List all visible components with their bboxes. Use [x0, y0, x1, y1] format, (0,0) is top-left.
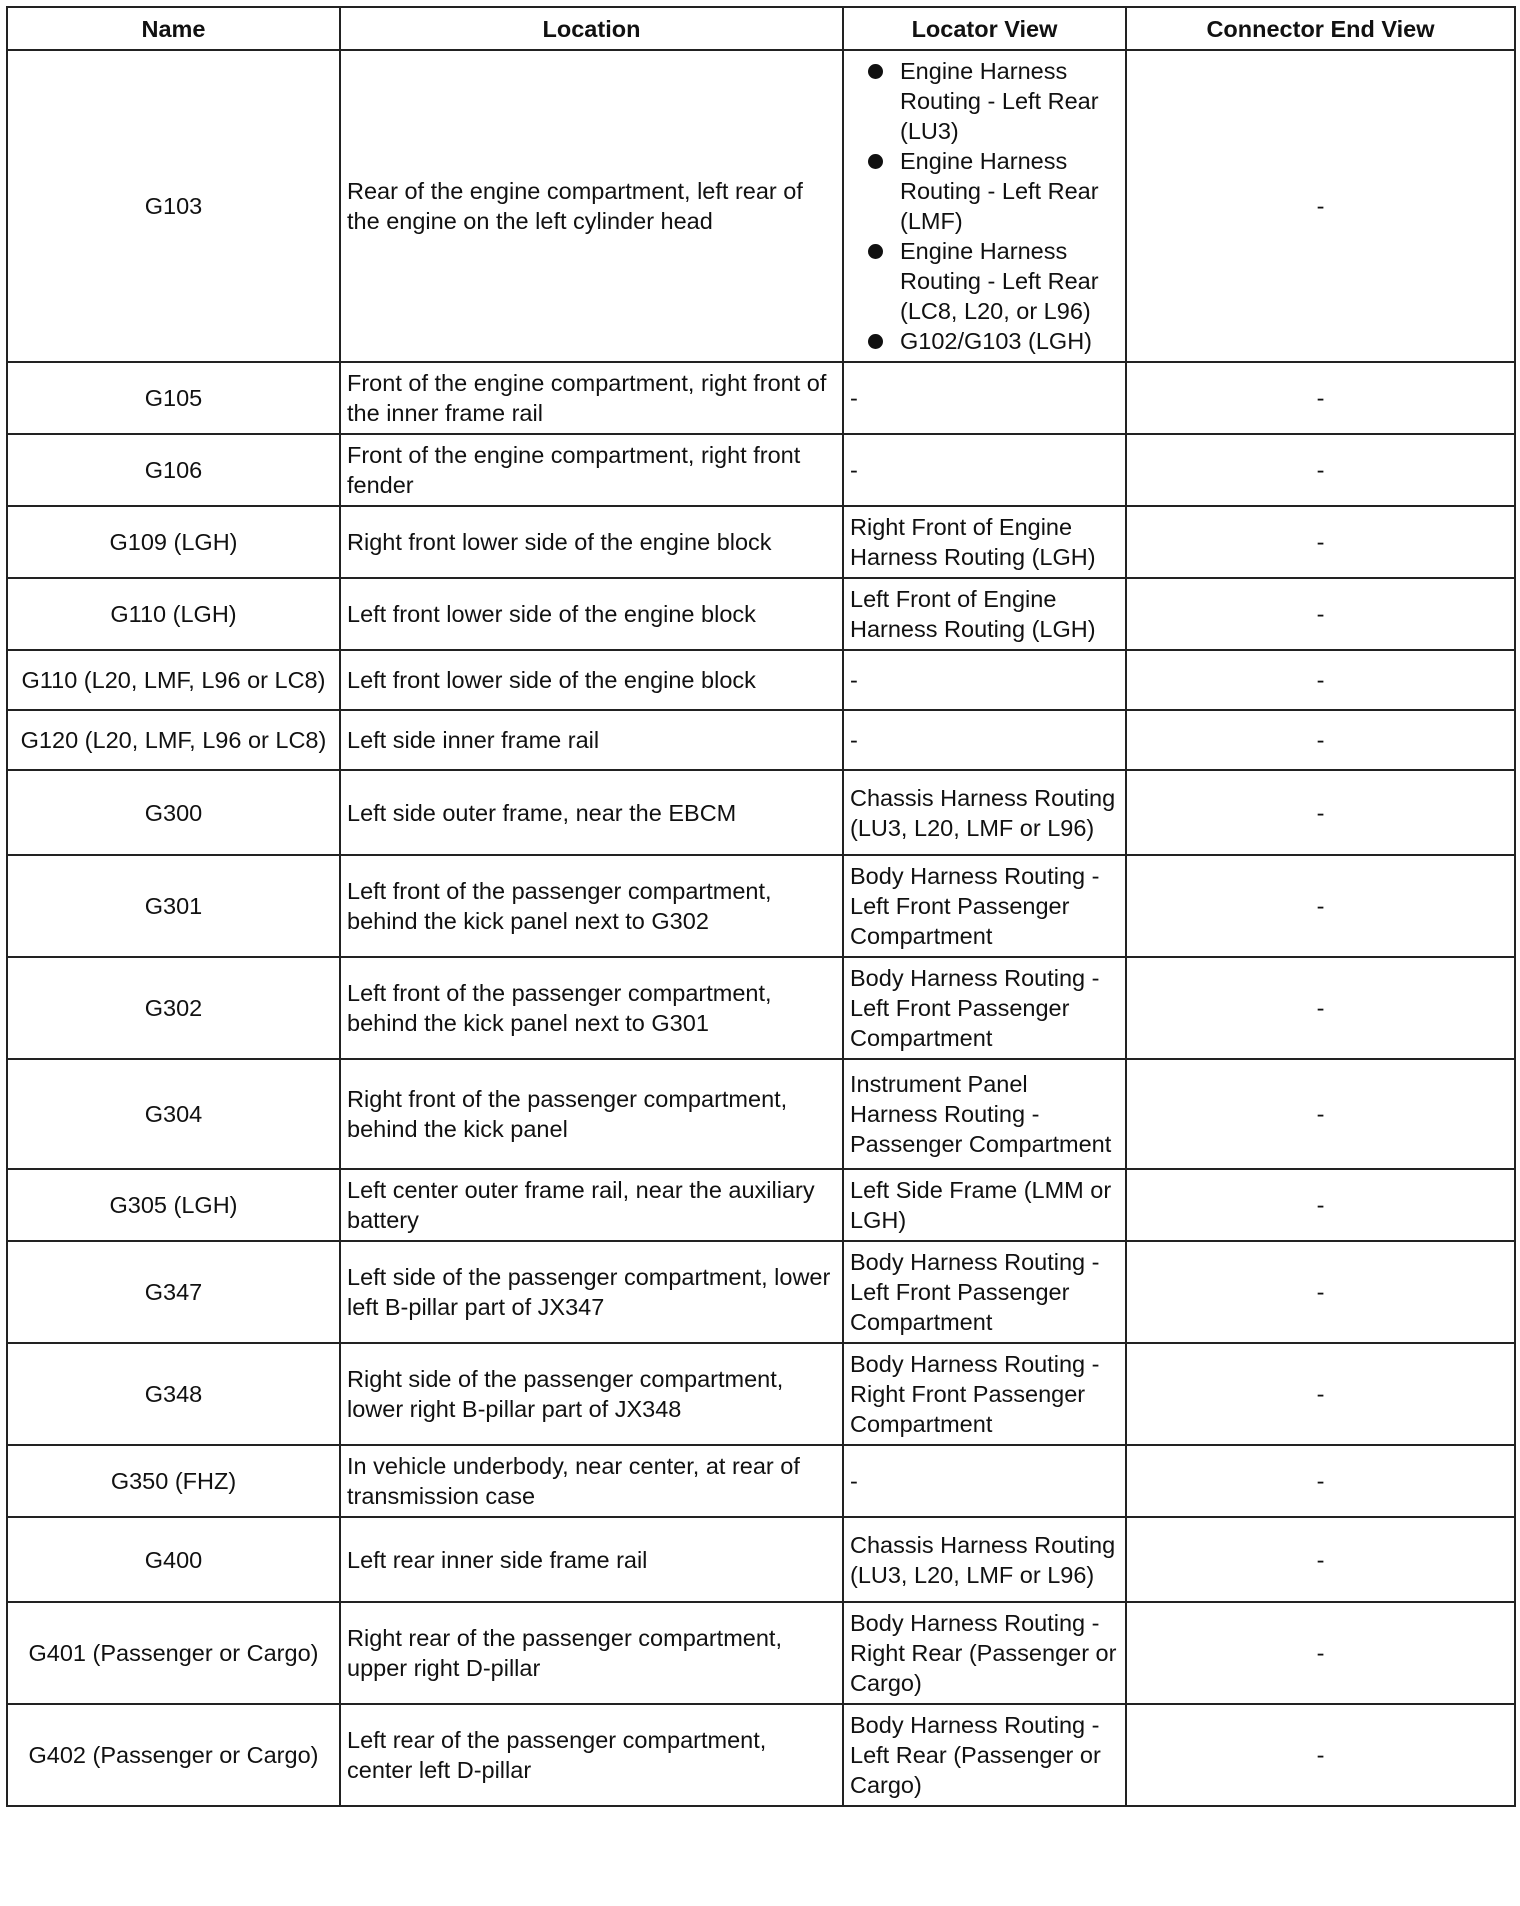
- cell-connector-end-view: -: [1126, 1169, 1515, 1241]
- cell-location: Left front of the passenger compartment, behind the kick panel next to G301: [340, 957, 843, 1059]
- cell-location: Left front lower side of the engine block: [340, 578, 843, 650]
- table-row: [7, 855, 1515, 957]
- cell-locator-view: Body Harness Routing - Left Front Passenger Compartment: [843, 957, 1126, 1059]
- cell-locator-view: -: [843, 362, 1126, 434]
- cell-name: G347: [7, 1241, 340, 1343]
- cell-name: G110 (L20, LMF, L96 or LC8): [7, 650, 340, 710]
- cell-connector-end-view: -: [1126, 1445, 1515, 1517]
- cell-location: Left front of the passenger compartment, behind the kick panel next to G302: [340, 855, 843, 957]
- locator-view-list: [850, 56, 1119, 356]
- cell-location: Left rear of the passenger compartment, center left D-pillar: [340, 1704, 843, 1806]
- cell-location: In vehicle underbody, near center, at rear of transmission case: [340, 1445, 843, 1517]
- cell-location: Right front lower side of the engine block: [340, 506, 843, 578]
- cell-name: G400: [7, 1517, 340, 1602]
- header-location: Location: [340, 7, 843, 50]
- ground-locations-table: [6, 6, 1516, 1807]
- cell-locator-view: -: [843, 434, 1126, 506]
- cell-connector-end-view: -: [1126, 1241, 1515, 1343]
- cell-locator-view: Body Harness Routing - Left Rear (Passenger or Cargo): [843, 1704, 1126, 1806]
- cell-connector-end-view: -: [1126, 1704, 1515, 1806]
- cell-location: Front of the engine compartment, right front fender: [340, 434, 843, 506]
- table-row: [7, 1059, 1515, 1169]
- table-row: [7, 957, 1515, 1059]
- cell-name: G350 (FHZ): [7, 1445, 340, 1517]
- table-row: [7, 506, 1515, 578]
- cell-location: Left side of the passenger compartment, lower left B-pillar part of JX347: [340, 1241, 843, 1343]
- cell-name: G110 (LGH): [7, 578, 340, 650]
- cell-locator-view: Chassis Harness Routing (LU3, L20, LMF or L96): [843, 1517, 1126, 1602]
- cell-locator-view: Instrument Panel Harness Routing - Passenger Compartment: [843, 1059, 1126, 1169]
- cell-locator-view: -: [843, 710, 1126, 770]
- bullet-icon: [868, 154, 883, 169]
- cell-connector-end-view: -: [1126, 770, 1515, 855]
- bullet-icon: [868, 64, 883, 79]
- cell-locator-view: Right Front of Engine Harness Routing (LGH): [843, 506, 1126, 578]
- table-row: [7, 1445, 1515, 1517]
- cell-name: G106: [7, 434, 340, 506]
- cell-locator-view: Body Harness Routing - Left Front Passenger Compartment: [843, 855, 1126, 957]
- table-row: [7, 1517, 1515, 1602]
- table-row: [7, 710, 1515, 770]
- cell-connector-end-view: -: [1126, 362, 1515, 434]
- locator-view-link: Engine Harness Routing - Left Rear (LC8, L20, or L96): [900, 238, 1099, 324]
- table-row: [7, 1704, 1515, 1806]
- cell-name: G401 (Passenger or Cargo): [7, 1602, 340, 1704]
- cell-locator-view: -: [843, 650, 1126, 710]
- table-row: [7, 362, 1515, 434]
- cell-name: G103: [7, 50, 340, 362]
- table-header: [7, 7, 1515, 50]
- cell-connector-end-view: -: [1126, 650, 1515, 710]
- cell-connector-end-view: -: [1126, 578, 1515, 650]
- cell-location: Left front lower side of the engine block: [340, 650, 843, 710]
- cell-location: Front of the engine compartment, right front of the inner frame rail: [340, 362, 843, 434]
- cell-location: Right front of the passenger compartment, behind the kick panel: [340, 1059, 843, 1169]
- cell-connector-end-view: -: [1126, 1343, 1515, 1445]
- cell-locator-view: Chassis Harness Routing (LU3, L20, LMF or L96): [843, 770, 1126, 855]
- cell-name: G402 (Passenger or Cargo): [7, 1704, 340, 1806]
- ground-locations-table-container: [6, 6, 1514, 1807]
- table-row: [7, 1169, 1515, 1241]
- cell-name: G348: [7, 1343, 340, 1445]
- cell-locator-view: Body Harness Routing - Right Rear (Passenger or Cargo): [843, 1602, 1126, 1704]
- cell-name: G304: [7, 1059, 340, 1169]
- table-row: [7, 1343, 1515, 1445]
- cell-locator-view: [843, 50, 1126, 362]
- locator-view-list-item: [850, 236, 1119, 326]
- cell-connector-end-view: -: [1126, 855, 1515, 957]
- cell-locator-view: Body Harness Routing - Left Front Passenger Compartment: [843, 1241, 1126, 1343]
- cell-connector-end-view: -: [1126, 1517, 1515, 1602]
- header-locator-view: Locator View: [843, 7, 1126, 50]
- cell-location: Right rear of the passenger compartment, upper right D-pillar: [340, 1602, 843, 1704]
- header-name: Name: [7, 7, 340, 50]
- locator-view-list-item: [850, 326, 1119, 356]
- table-row: [7, 650, 1515, 710]
- cell-location: Left center outer frame rail, near the auxiliary battery: [340, 1169, 843, 1241]
- bullet-icon: [868, 244, 883, 259]
- cell-connector-end-view: -: [1126, 1059, 1515, 1169]
- cell-connector-end-view: -: [1126, 50, 1515, 362]
- cell-name: G305 (LGH): [7, 1169, 340, 1241]
- cell-connector-end-view: -: [1126, 957, 1515, 1059]
- locator-view-list-item: [850, 56, 1119, 146]
- cell-location: Rear of the engine compartment, left rear of the engine on the left cylinder head: [340, 50, 843, 362]
- cell-connector-end-view: -: [1126, 1602, 1515, 1704]
- cell-name: G301: [7, 855, 340, 957]
- table-row: [7, 434, 1515, 506]
- locator-view-list-item: [850, 146, 1119, 236]
- cell-locator-view: Body Harness Routing - Right Front Passenger Compartment: [843, 1343, 1126, 1445]
- table-row: [7, 1602, 1515, 1704]
- cell-name: G300: [7, 770, 340, 855]
- header-connector-end-view: Connector End View: [1126, 7, 1515, 50]
- cell-location: Left side outer frame, near the EBCM: [340, 770, 843, 855]
- table-row: [7, 578, 1515, 650]
- cell-location: Right side of the passenger compartment, lower right B-pillar part of JX348: [340, 1343, 843, 1445]
- cell-name: G109 (LGH): [7, 506, 340, 578]
- locator-view-link: G102/G103 (LGH): [900, 328, 1093, 354]
- cell-locator-view: -: [843, 1445, 1126, 1517]
- cell-location: Left rear inner side frame rail: [340, 1517, 843, 1602]
- cell-connector-end-view: -: [1126, 710, 1515, 770]
- header-row: [7, 7, 1515, 50]
- cell-name: G105: [7, 362, 340, 434]
- table-body: [7, 50, 1515, 1806]
- cell-connector-end-view: -: [1126, 506, 1515, 578]
- cell-locator-view: Left Side Frame (LMM or LGH): [843, 1169, 1126, 1241]
- cell-connector-end-view: -: [1126, 434, 1515, 506]
- table-row: [7, 1241, 1515, 1343]
- locator-view-link: Engine Harness Routing - Left Rear (LMF): [900, 148, 1099, 234]
- locator-view-link: Engine Harness Routing - Left Rear (LU3): [900, 58, 1099, 144]
- cell-name: G120 (L20, LMF, L96 or LC8): [7, 710, 340, 770]
- cell-locator-view: Left Front of Engine Harness Routing (LGH): [843, 578, 1126, 650]
- cell-location: Left side inner frame rail: [340, 710, 843, 770]
- bullet-icon: [868, 334, 883, 349]
- cell-name: G302: [7, 957, 340, 1059]
- table-row: [7, 50, 1515, 362]
- table-row: [7, 770, 1515, 855]
